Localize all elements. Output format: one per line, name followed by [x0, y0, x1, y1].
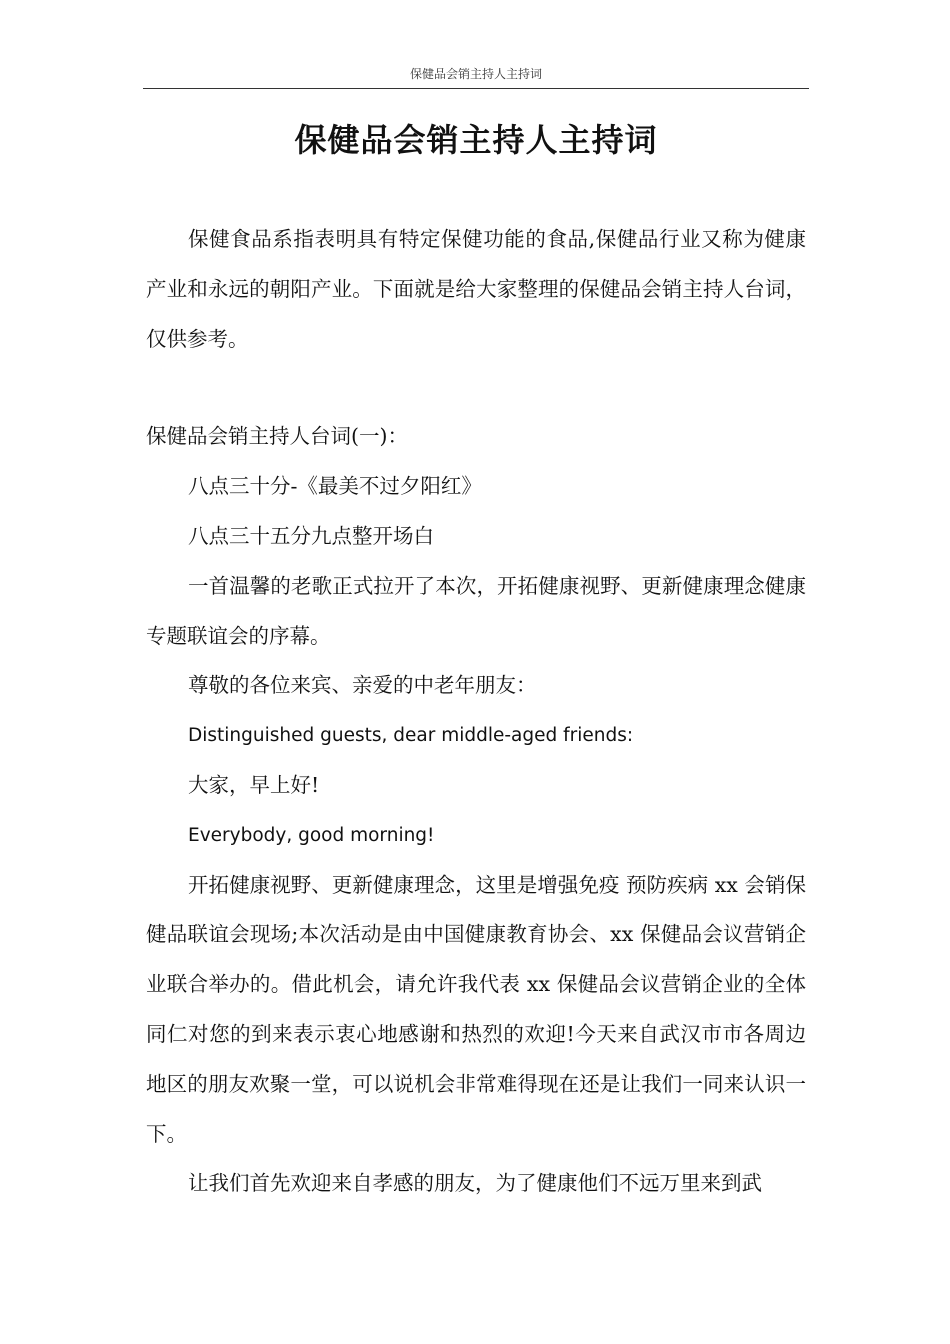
english-greeting-line: Everybody, good morning!: [188, 824, 435, 846]
schedule-line: 八点三十分-《最美不过夕阳红》: [188, 474, 482, 499]
section-heading: 保健品会销主持人台词(一)：: [146, 424, 408, 449]
running-header: 保健品会销主持人主持词: [409, 67, 542, 81]
english-greeting-line: Distinguished guests, dear middle-aged friends:: [188, 725, 634, 747]
header-divider: [143, 88, 809, 89]
body-paragraph: 让我们首先欢迎来自孝感的朋友，为了健康他们不远万里来到武: [188, 1171, 762, 1196]
body-paragraph: 一首温馨的老歌正式拉开了本次，开拓健康视野、更新健康理念健康专题联谊会的序幕。: [146, 573, 806, 648]
greeting-line: 尊敬的各位来宾、亲爱的中老年朋友：: [188, 673, 537, 698]
paragraph-spacer: [146, 364, 806, 412]
schedule-line: 八点三十五分九点整开场白: [188, 523, 434, 548]
greeting-line: 大家，早上好!: [188, 772, 320, 797]
intro-paragraph: 保健食品系指表明具有特定保健功能的食品,保健品行业又称为健康产业和永远的朝阳产业。下面就是给大家整理的保健品会销主持人台词，仅供参考。: [146, 227, 806, 351]
document-title: 保健品会销主持人主持词: [294, 121, 658, 159]
body-paragraph: 开拓健康视野、更新健康理念，这里是增强免疫 预防疾病 xx 会销保健品联谊会现场;本次活动是由中国健康教育协会、xx 保健品会议营销企业联合举办的。借此机会，请允许我代表 xx 保健品会议营销企业的全体同仁对您的到来表示衷心地感谢和热烈的欢迎!今天来自武汉市市各周边地区的朋友欢聚一堂，可以说机会非常难得现在还是让我们一同来认识一下。: [146, 872, 806, 1146]
document-body: [146, 215, 806, 1209]
